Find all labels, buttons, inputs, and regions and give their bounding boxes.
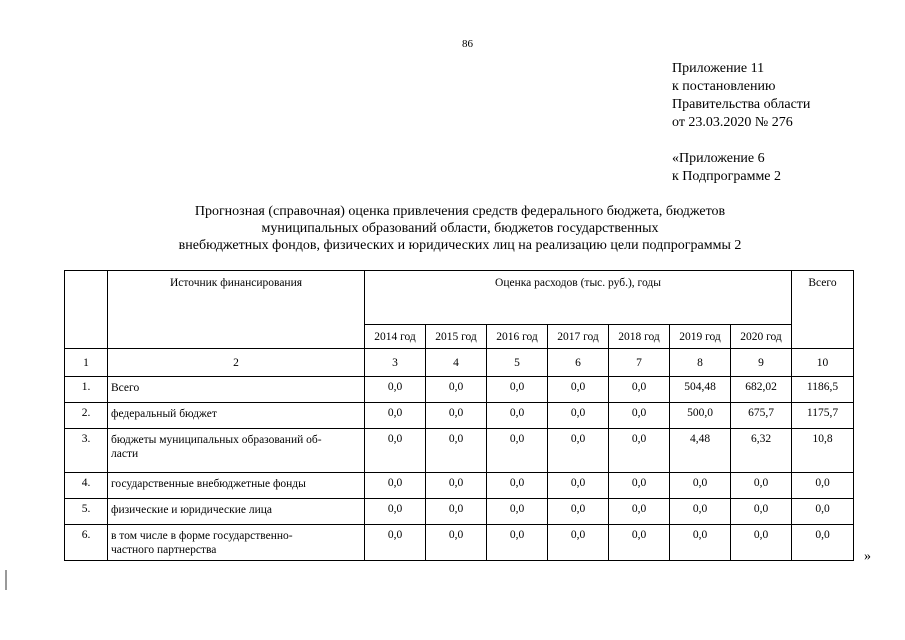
closing-quote: »: [864, 549, 871, 564]
year-value-cell: 0,0: [365, 377, 426, 403]
year-value-cell: 0,0: [487, 377, 548, 403]
column-number: 10: [792, 349, 854, 377]
year-value-cell: 0,0: [609, 473, 670, 499]
year-value-cell: 0,0: [670, 525, 731, 561]
year-value-cell: 0,0: [487, 473, 548, 499]
row-total: 0,0: [792, 473, 854, 499]
year-value-cell: 504,48: [670, 377, 731, 403]
year-value-cell: 0,0: [609, 429, 670, 473]
row-source-label: физические и юридические лица: [108, 499, 365, 525]
year-value-cell: 682,02: [731, 377, 792, 403]
year-value-cell: 0,0: [426, 403, 487, 429]
column-number: 7: [609, 349, 670, 377]
column-number: 8: [670, 349, 731, 377]
year-value-cell: 0,0: [365, 429, 426, 473]
row-source-label: в том числе в форме государственно- частного партнерства: [108, 525, 365, 561]
year-value-cell: 0,0: [365, 525, 426, 561]
year-value-cell: 0,0: [548, 377, 609, 403]
sub-appendix-line: «Приложение 6: [672, 151, 765, 166]
year-value-cell: 0,0: [426, 499, 487, 525]
financing-table: [64, 270, 854, 561]
year-value-cell: 0,0: [548, 525, 609, 561]
year-header: 2019 год: [670, 325, 731, 349]
year-value-cell: 0,0: [365, 473, 426, 499]
year-header: 2018 год: [609, 325, 670, 349]
row-number: 1.: [65, 377, 108, 403]
year-value-cell: 0,0: [731, 499, 792, 525]
numbering-row: [65, 349, 854, 377]
year-header: 2014 год: [365, 325, 426, 349]
year-value-cell: 0,0: [487, 429, 548, 473]
year-value-cell: 0,0: [609, 377, 670, 403]
column-number: 6: [548, 349, 609, 377]
header-estimate: Оценка расходов (тыс. руб.), годы: [365, 271, 792, 325]
row-source-label: государственные внебюджетные фонды: [108, 473, 365, 499]
appendix-reference: [672, 60, 810, 132]
year-value-cell: 0,0: [731, 525, 792, 561]
scan-margin-mark: [5, 570, 7, 590]
row-total: 10,8: [792, 429, 854, 473]
table-row: [65, 525, 854, 561]
table-row: [65, 377, 854, 403]
year-value-cell: 0,0: [365, 403, 426, 429]
sub-appendix-reference: [672, 150, 781, 186]
table-row: [65, 403, 854, 429]
row-total: 1186,5: [792, 377, 854, 403]
year-value-cell: 0,0: [548, 403, 609, 429]
year-value-cell: 675,7: [731, 403, 792, 429]
year-value-cell: 0,0: [548, 473, 609, 499]
year-value-cell: 0,0: [365, 499, 426, 525]
sub-appendix-line: к Подпрограмме 2: [672, 169, 782, 184]
year-value-cell: 0,0: [609, 499, 670, 525]
year-value-cell: 0,0: [426, 377, 487, 403]
year-value-cell: 0,0: [609, 525, 670, 561]
table-row: [65, 473, 854, 499]
year-value-cell: 500,0: [670, 403, 731, 429]
header-number-cell: [65, 271, 108, 349]
table-row: [65, 499, 854, 525]
appendix-line: Правительства области: [672, 97, 811, 112]
column-number: 4: [426, 349, 487, 377]
year-value-cell: 6,32: [731, 429, 792, 473]
title-line: внебюджетных фондов, физических и юридических лиц на реализацию цели подпрограммы 2: [178, 238, 742, 253]
row-number: 3.: [65, 429, 108, 473]
page-number: 86: [462, 38, 473, 50]
year-header: 2015 год: [426, 325, 487, 349]
row-number: 6.: [65, 525, 108, 561]
row-number: 2.: [65, 403, 108, 429]
year-header: 2020 год: [731, 325, 792, 349]
row-number: 5.: [65, 499, 108, 525]
row-total: 1175,7: [792, 403, 854, 429]
appendix-line: от 23.03.2020 № 276: [672, 115, 793, 130]
year-value-cell: 0,0: [670, 499, 731, 525]
title-line: Прогнозная (справочная) оценка привлечения средств федерального бюджета, бюджетов: [194, 204, 726, 219]
row-source-label: Всего: [108, 377, 365, 403]
year-header: 2016 год: [487, 325, 548, 349]
year-value-cell: 0,0: [426, 525, 487, 561]
column-number: 9: [731, 349, 792, 377]
row-number: 4.: [65, 473, 108, 499]
year-value-cell: 0,0: [548, 499, 609, 525]
appendix-line: к постановлению: [672, 79, 776, 94]
header-total: Всего: [792, 271, 854, 349]
year-value-cell: 0,0: [487, 403, 548, 429]
year-value-cell: 0,0: [426, 473, 487, 499]
row-source-label: федеральный бюджет: [108, 403, 365, 429]
year-value-cell: 0,0: [487, 525, 548, 561]
appendix-line: Приложение 11: [672, 61, 765, 76]
year-value-cell: 0,0: [731, 473, 792, 499]
row-total: 0,0: [792, 499, 854, 525]
column-number: 1: [65, 349, 108, 377]
year-value-cell: 0,0: [548, 429, 609, 473]
header-source: Источник финансирования: [108, 271, 365, 349]
row-total: 0,0: [792, 525, 854, 561]
column-number: 5: [487, 349, 548, 377]
row-source-label: бюджеты муниципальных образований об- ласти: [108, 429, 365, 473]
year-value-cell: 0,0: [487, 499, 548, 525]
year-value-cell: 0,0: [670, 473, 731, 499]
title-line: муниципальных образований области, бюджетов государственных: [261, 221, 659, 236]
table-row: [65, 429, 854, 473]
year-value-cell: 0,0: [609, 403, 670, 429]
year-header: 2017 год: [548, 325, 609, 349]
column-number: 2: [108, 349, 365, 377]
year-value-cell: 0,0: [426, 429, 487, 473]
document-title: [140, 203, 780, 254]
year-value-cell: 4,48: [670, 429, 731, 473]
column-number: 3: [365, 349, 426, 377]
